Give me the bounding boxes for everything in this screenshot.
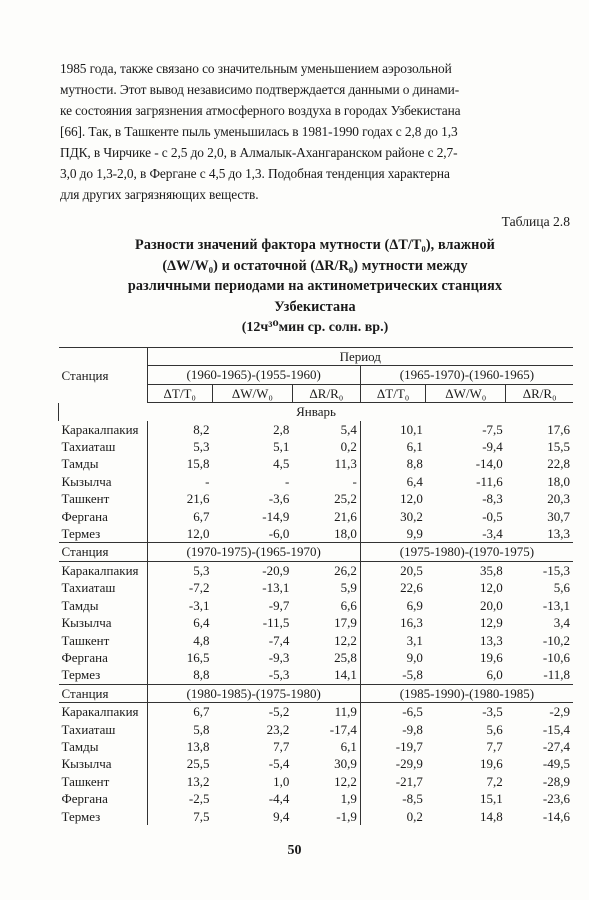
- value-cell: -5,3: [268, 667, 290, 683]
- value-cell: -10,6: [542, 649, 570, 665]
- station-header: Станция: [59, 684, 148, 702]
- month-label: Январь: [59, 403, 574, 421]
- station-name: Фергана: [61, 649, 108, 665]
- table-row: [59, 808, 574, 825]
- table-row: [59, 738, 574, 755]
- value-cell: 3,4: [553, 615, 570, 631]
- table-row: [59, 755, 574, 772]
- station-name: Термез: [61, 808, 101, 824]
- paragraph-line: для других загрязняющих веществ.: [60, 187, 259, 202]
- column-header: ΔW/W₀: [212, 384, 292, 402]
- value-cell: 7,5: [147, 808, 212, 825]
- station-name: Кызылча: [61, 473, 112, 489]
- value-cell: -29,9: [360, 755, 426, 772]
- value-cell: -11,8: [543, 667, 570, 683]
- station-name: Кызылча: [61, 615, 112, 631]
- value-cell: 30,7: [547, 508, 570, 524]
- value-cell: 16,3: [360, 614, 426, 631]
- paragraph-line: 1985 года, также связано со значительным уменьшением аэрозольной: [60, 61, 452, 76]
- station-header: Станция: [59, 543, 148, 561]
- value-cell: -13,1: [262, 580, 290, 596]
- table-row: [59, 561, 574, 579]
- value-cell: 10,1: [360, 421, 426, 438]
- value-cell: 5,6: [486, 721, 503, 737]
- value-cell: -7,4: [268, 632, 290, 648]
- station-name: Каракалпакия: [61, 421, 139, 437]
- value-cell: -14,0: [475, 456, 503, 472]
- table-label: Таблица 2.8: [501, 214, 570, 229]
- station-name: Тахиаташ: [61, 721, 116, 737]
- value-cell: 19,6: [480, 756, 503, 772]
- value-cell: 5,1: [273, 439, 290, 455]
- paragraph-line: ПДК, в Чирчике - с 2,5 до 2,0, в Алмалык-Ахангаранском районе с 2,7-: [60, 145, 458, 160]
- table-row: [59, 421, 574, 438]
- value-cell: 4,8: [147, 632, 212, 649]
- value-cell: -3,6: [268, 491, 290, 507]
- page-number: 50: [287, 843, 302, 858]
- value-cell: 19,6: [480, 649, 503, 665]
- paragraph-line: ке состояния загрязнения атмосферного воздуха в городах Узбекистана: [60, 103, 461, 118]
- value-cell: 18,0: [334, 526, 357, 542]
- station-name: Кызылча: [61, 756, 112, 772]
- value-cell: -17,4: [329, 721, 357, 737]
- value-cell: 1,9: [340, 791, 357, 807]
- station-name: Тамды: [61, 597, 99, 613]
- station-name: Ташкент: [61, 491, 110, 507]
- value-cell: -9,3: [268, 649, 290, 665]
- value-cell: 6,1: [360, 438, 426, 455]
- column-header: ΔR/R₀: [506, 384, 573, 402]
- table-row: [59, 666, 574, 684]
- paragraph-line: мутности. Этот вывод независимо подтверждается данными о динами-: [60, 82, 460, 97]
- header-row: [59, 348, 574, 366]
- value-cell: -11,5: [262, 615, 290, 631]
- period-b: (1965-1970)-(1960-1965): [360, 366, 573, 384]
- value-cell: -13,1: [542, 597, 570, 613]
- value-cell: 1,0: [273, 773, 290, 789]
- table-row: [59, 773, 574, 790]
- value-cell: 0,2: [340, 439, 357, 455]
- block-header-row: [59, 684, 574, 702]
- value-cell: -5,8: [360, 666, 426, 684]
- value-cell: 21,6: [334, 508, 357, 524]
- station-name: Фергана: [61, 791, 108, 807]
- block-header-row: [59, 543, 574, 561]
- value-cell: 7,7: [486, 738, 503, 754]
- turbidity-table: [58, 347, 573, 825]
- value-cell: 12,0: [480, 580, 503, 596]
- value-cell: 11,9: [334, 704, 357, 720]
- paragraph-line: 3,0 до 1,3-2,0, в Фергане с 4,5 до 1,3. Подобная тенденция характерна: [60, 166, 450, 181]
- column-header: ΔR/R₀: [292, 384, 360, 402]
- value-cell: -14,6: [542, 808, 570, 824]
- table-title: [60, 235, 570, 317]
- value-cell: 15,8: [147, 455, 212, 472]
- value-cell: 22,8: [547, 456, 570, 472]
- value-cell: 6,4: [360, 473, 426, 490]
- value-cell: 5,9: [340, 580, 357, 596]
- value-cell: -20,9: [262, 562, 290, 578]
- value-cell: 20,0: [480, 597, 503, 613]
- value-cell: 30,2: [360, 508, 426, 525]
- value-cell: -2,5: [147, 790, 212, 807]
- value-cell: 13,2: [147, 773, 212, 790]
- value-cell: 12,2: [334, 773, 357, 789]
- table-row: [59, 614, 574, 631]
- value-cell: -4,4: [268, 791, 290, 807]
- value-cell: 11,3: [334, 456, 357, 472]
- value-cell: -19,7: [360, 738, 426, 755]
- table-subtitle: (12ч³⁰мин ср. солн. вр.): [241, 320, 389, 335]
- value-cell: -9,7: [268, 597, 290, 613]
- value-cell: 6,7: [147, 508, 212, 525]
- value-cell: -6,5: [360, 703, 426, 721]
- title-line: (ΔW/W₀) и остаточной (ΔR/R₀) мутности между: [162, 257, 468, 274]
- table-row: [59, 649, 574, 666]
- value-cell: 9,9: [360, 525, 426, 543]
- paragraph-line: [66]. Так, в Ташкенте пыль уменьшилась в 1981-1990 годах с 2,8 до 1,3: [60, 124, 458, 139]
- value-cell: -6,0: [268, 526, 290, 542]
- value-cell: 0,2: [360, 808, 426, 825]
- page-content: [60, 58, 570, 825]
- table-row: [59, 790, 574, 807]
- value-cell: 25,5: [147, 755, 212, 772]
- value-cell: 35,8: [480, 562, 503, 578]
- table-row: [59, 490, 574, 507]
- value-cell: 25,8: [334, 649, 357, 665]
- value-cell: -14,9: [262, 508, 290, 524]
- value-cell: 23,2: [266, 721, 290, 737]
- value-cell: 9,0: [360, 649, 426, 666]
- station-name: Тахиаташ: [61, 580, 116, 596]
- month-row: [59, 403, 574, 421]
- value-cell: 7,2: [486, 773, 503, 789]
- value-cell: 6,7: [147, 703, 212, 721]
- value-cell: 18,0: [547, 473, 570, 489]
- column-header: ΔW/W₀: [426, 384, 506, 402]
- table-row: [59, 579, 574, 596]
- period-a: (1980-1985)-(1975-1980): [147, 684, 360, 702]
- value-cell: 5,3: [147, 561, 212, 579]
- value-cell: -9,4: [482, 439, 503, 455]
- value-cell: 16,5: [147, 649, 212, 666]
- station-name: Тамды: [61, 456, 99, 472]
- value-cell: -8,3: [482, 491, 503, 507]
- value-cell: 8,2: [147, 421, 212, 438]
- value-cell: 6,1: [340, 738, 357, 754]
- table-row: [59, 438, 574, 455]
- value-cell: 22,6: [360, 579, 426, 596]
- value-cell: -11,6: [476, 473, 503, 489]
- station-header: Станция: [59, 348, 148, 403]
- value-cell: 6,4: [147, 614, 212, 631]
- value-cell: -0,5: [482, 508, 503, 524]
- value-cell: -9,8: [360, 721, 426, 738]
- value-cell: -5,2: [268, 704, 290, 720]
- value-cell: -5,4: [268, 756, 290, 772]
- value-cell: 13,8: [147, 738, 212, 755]
- station-name: Каракалпакия: [61, 562, 139, 578]
- period-b: (1985-1990)-(1980-1985): [360, 684, 573, 702]
- value-cell: 12,2: [334, 632, 357, 648]
- table-row: [59, 632, 574, 649]
- value-cell: -1,9: [336, 808, 357, 824]
- station-name: Термез: [61, 667, 101, 683]
- value-cell: -10,2: [542, 632, 570, 648]
- value-cell: 20,3: [547, 491, 570, 507]
- value-cell: -27,4: [542, 738, 570, 754]
- value-cell: -21,7: [360, 773, 426, 790]
- value-cell: 15,1: [480, 791, 503, 807]
- station-name: Тамды: [61, 738, 99, 754]
- value-cell: -23,6: [542, 791, 570, 807]
- value-cell: -3,5: [482, 704, 503, 720]
- table-row: [59, 703, 574, 721]
- value-cell: 8,8: [147, 666, 212, 684]
- period-a: (1970-1975)-(1965-1970): [147, 543, 360, 561]
- title-line: Разности значений фактора мутности (ΔT/T₀), влажной: [135, 237, 495, 253]
- value-cell: -: [285, 473, 290, 489]
- value-cell: 8,8: [360, 455, 426, 472]
- value-cell: -3,1: [147, 597, 212, 614]
- value-cell: 5,3: [147, 438, 212, 455]
- period-header: Период: [147, 348, 573, 366]
- value-cell: 12,0: [147, 525, 212, 543]
- value-cell: 6,0: [486, 667, 503, 683]
- value-cell: -28,9: [542, 773, 570, 789]
- value-cell: 13,3: [480, 632, 503, 648]
- title-line: Узбекистана: [274, 298, 356, 315]
- period-b: (1975-1980)-(1970-1975): [360, 543, 573, 561]
- table-row: [59, 508, 574, 525]
- value-cell: 14,1: [334, 667, 357, 683]
- value-cell: 15,5: [547, 439, 570, 455]
- value-cell: 4,5: [273, 456, 290, 472]
- value-cell: 2,8: [273, 421, 290, 437]
- station-name: Фергана: [61, 508, 108, 524]
- value-cell: 9,4: [273, 808, 290, 824]
- value-cell: 12,9: [480, 615, 503, 631]
- station-name: Ташкент: [61, 632, 110, 648]
- value-cell: 21,6: [147, 490, 212, 507]
- value-cell: 6,6: [340, 597, 357, 613]
- value-cell: 5,8: [147, 721, 212, 738]
- table-row: [59, 525, 574, 543]
- value-cell: -: [352, 473, 357, 489]
- value-cell: -15,4: [542, 721, 570, 737]
- value-cell: 6,9: [360, 597, 426, 614]
- value-cell: 3,1: [360, 632, 426, 649]
- value-cell: 30,9: [334, 756, 357, 772]
- station-name: Каракалпакия: [61, 704, 139, 720]
- value-cell: -7,2: [147, 579, 212, 596]
- value-cell: 20,5: [360, 561, 426, 579]
- value-cell: 14,8: [480, 808, 503, 824]
- column-header: ΔT/T₀: [360, 384, 426, 402]
- value-cell: 7,7: [273, 738, 290, 754]
- value-cell: -8,5: [360, 790, 426, 807]
- station-name: Термез: [61, 526, 101, 542]
- value-cell: 17,6: [547, 421, 570, 437]
- value-cell: 17,9: [334, 615, 357, 631]
- value-cell: -: [147, 473, 212, 490]
- value-cell: 5,4: [340, 421, 357, 437]
- table-row: [59, 455, 574, 472]
- station-name: Ташкент: [61, 773, 110, 789]
- table-row: [59, 721, 574, 738]
- value-cell: -15,3: [542, 562, 570, 578]
- value-cell: 25,2: [334, 491, 357, 507]
- value-cell: -7,5: [482, 421, 503, 437]
- value-cell: 26,2: [334, 562, 357, 578]
- table-row: [59, 597, 574, 614]
- table-row: [59, 473, 574, 490]
- value-cell: -49,5: [542, 756, 570, 772]
- value-cell: -2,9: [549, 704, 570, 720]
- value-cell: 13,3: [547, 526, 570, 542]
- title-line: различными периодами на актинометрических станциях: [127, 278, 503, 294]
- value-cell: -3,4: [482, 526, 503, 542]
- value-cell: 12,0: [360, 490, 426, 507]
- value-cell: 5,6: [553, 580, 570, 596]
- body-paragraph: [60, 58, 570, 205]
- station-name: Тахиаташ: [61, 439, 116, 455]
- period-a: (1960-1965)-(1955-1960): [147, 366, 360, 384]
- column-header: ΔT/T₀: [147, 384, 212, 402]
